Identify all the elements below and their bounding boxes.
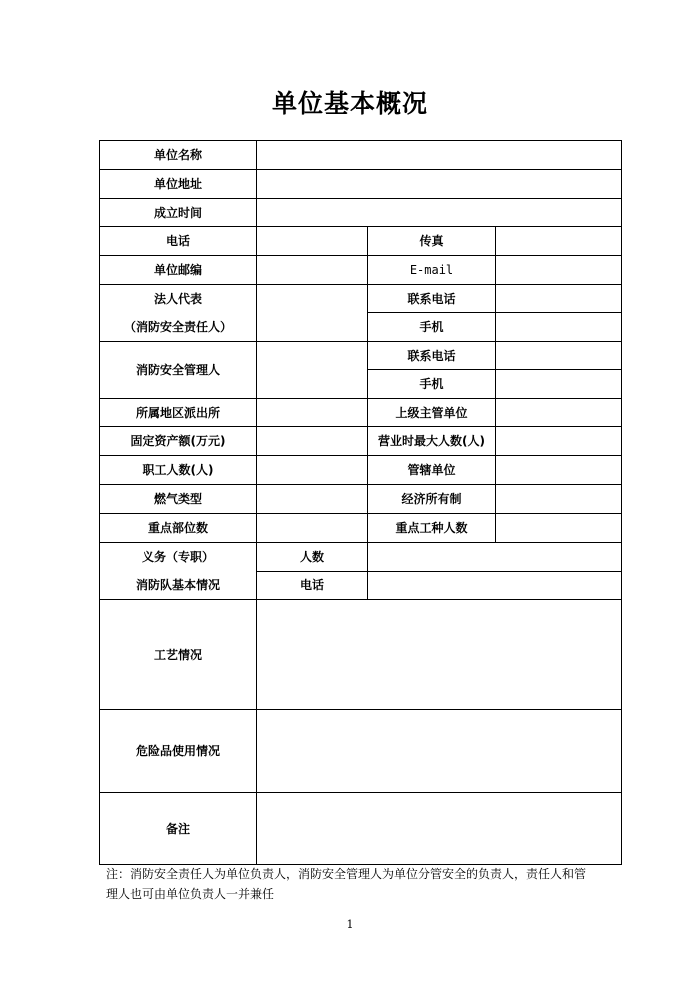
brigade-label-line1: 义务（专职）: [141, 550, 214, 564]
legal-rep-label-main: 法人代表: [153, 292, 202, 306]
brigade-label-line2: 消防队基本情况: [135, 578, 220, 592]
email-label: E-mail: [368, 256, 496, 285]
brigade-phone-label: 电话: [257, 571, 368, 600]
legal-contact-phone-label: 联系电话: [368, 285, 496, 313]
fire-manager-field[interactable]: [257, 342, 368, 399]
legal-rep-label-sub: （消防安全责任人）: [123, 320, 232, 334]
page-number: 1: [346, 918, 354, 931]
founded-time-field[interactable]: [257, 199, 622, 227]
key-parts-field[interactable]: [257, 514, 368, 543]
ownership-label: 经济所有制: [368, 485, 496, 514]
unit-name-label: 单位名称: [100, 141, 257, 170]
gas-type-label: 燃气类型: [100, 485, 257, 514]
jurisdiction-field[interactable]: [496, 456, 622, 485]
police-station-label: 所属地区派出所: [100, 399, 257, 427]
postcode-label: 单位邮编: [100, 256, 257, 285]
postcode-field[interactable]: [257, 256, 368, 285]
superior-unit-label: 上级主管单位: [368, 399, 496, 427]
manager-mobile-field[interactable]: [496, 370, 622, 399]
fax-label: 传真: [368, 227, 496, 256]
footnote-line2: 理人也可由单位负责人一并兼任: [106, 887, 275, 901]
process-label: 工艺情况: [100, 600, 257, 710]
brigade-label: [100, 543, 257, 600]
ownership-field[interactable]: [496, 485, 622, 514]
hazmat-label: 危险品使用情况: [100, 710, 257, 793]
fire-manager-label: 消防安全管理人: [100, 342, 257, 399]
remarks-field[interactable]: [257, 793, 622, 865]
legal-mobile-label: 手机: [368, 313, 496, 342]
manager-contact-phone-label: 联系电话: [368, 342, 496, 370]
superior-unit-field[interactable]: [496, 399, 622, 427]
gas-type-field[interactable]: [257, 485, 368, 514]
jurisdiction-label: 管辖单位: [368, 456, 496, 485]
founded-time-label: 成立时间: [100, 199, 257, 227]
manager-mobile-label: 手机: [368, 370, 496, 399]
phone-label: 电话: [100, 227, 257, 256]
unit-address-field[interactable]: [257, 170, 622, 199]
unit-overview-form: [99, 140, 622, 865]
remarks-label: 备注: [100, 793, 257, 865]
legal-contact-phone-field[interactable]: [496, 285, 622, 313]
brigade-count-label: 人数: [257, 543, 368, 572]
police-station-field[interactable]: [257, 399, 368, 427]
legal-rep-label: [100, 285, 257, 342]
employees-label: 职工人数(人): [100, 456, 257, 485]
employees-field[interactable]: [257, 456, 368, 485]
max-people-label: 营业时最大人数(人): [368, 427, 496, 456]
key-workers-field[interactable]: [496, 514, 622, 543]
hazmat-field[interactable]: [257, 710, 622, 793]
legal-mobile-field[interactable]: [496, 313, 622, 342]
page-title: 单位基本概况: [271, 89, 428, 118]
key-workers-label: 重点工种人数: [368, 514, 496, 543]
footnote-line1: 注：消防安全责任人为单位负责人，消防安全管理人为单位分管安全的负责人，责任人和管: [106, 867, 587, 881]
email-field[interactable]: [496, 256, 622, 285]
brigade-phone-field[interactable]: [368, 571, 622, 600]
unit-name-field[interactable]: [257, 141, 622, 170]
fax-field[interactable]: [496, 227, 622, 256]
fixed-assets-label: 固定资产额(万元): [100, 427, 257, 456]
process-field[interactable]: [257, 600, 622, 710]
manager-contact-phone-field[interactable]: [496, 342, 622, 370]
max-people-field[interactable]: [496, 427, 622, 456]
brigade-count-field[interactable]: [368, 543, 622, 572]
unit-address-label: 单位地址: [100, 170, 257, 199]
legal-rep-field[interactable]: [257, 285, 368, 342]
fixed-assets-field[interactable]: [257, 427, 368, 456]
key-parts-label: 重点部位数: [100, 514, 257, 543]
phone-field[interactable]: [257, 227, 368, 256]
footnote: [106, 864, 606, 904]
